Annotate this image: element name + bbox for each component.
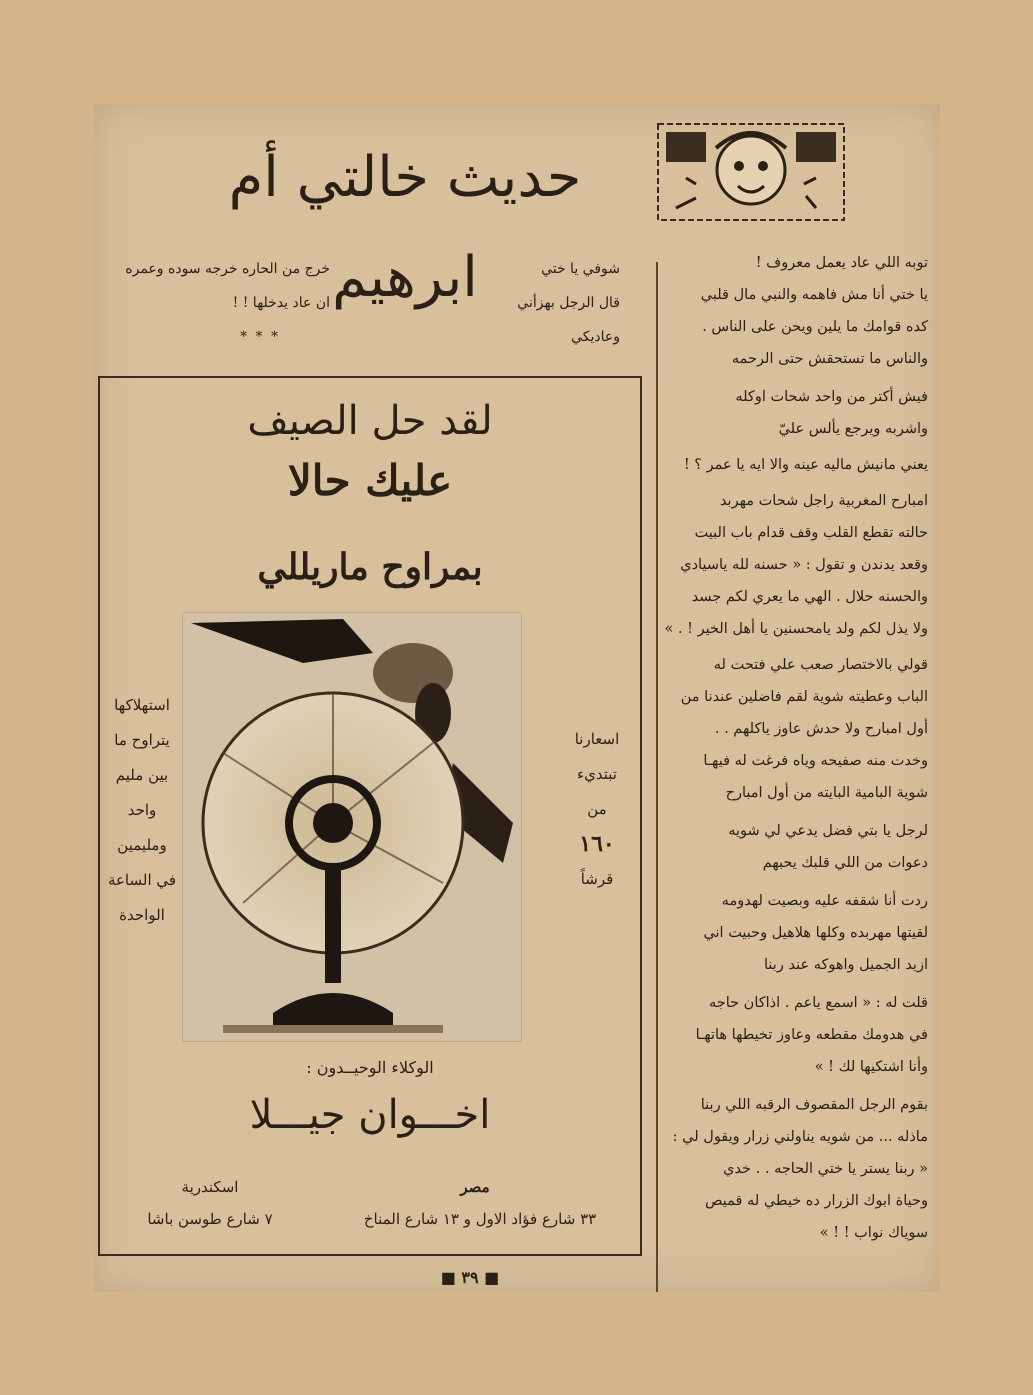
ad-note-line: ومليمين — [117, 836, 167, 854]
ad-note-line: يتراوح ما — [114, 731, 170, 749]
ad-headline: لقد حل الصيف — [247, 398, 493, 444]
poem-right-block — [500, 252, 620, 354]
article-line: يعني مانيش ماليه عينه والا ايه يا عمر ؟ ! — [683, 457, 928, 473]
ad-price-line: اسعارنا — [574, 730, 620, 748]
article-line: في هدومك مقطعه وعاوز تخيطها هاتهـا — [695, 1027, 928, 1043]
ad-price-value: ١٦٠ — [579, 831, 615, 857]
ad-alex-label: اسكندرية — [181, 1178, 239, 1196]
article-line: وحياة ابوك الزرار ده خيطي له قميص — [704, 1193, 928, 1209]
ad-subheadline: عليك حالا — [287, 456, 453, 505]
ad-brand: بمراوح ماريللي — [257, 546, 483, 588]
ad-note-line: في الساعة — [107, 871, 177, 889]
ad-price-line: من — [587, 800, 607, 818]
article-line: وقعد يدندن و تقول : « حسنه لله ياسيادي — [680, 557, 928, 573]
article-line: سوياك نواب ! ! » — [819, 1225, 928, 1241]
article-line: وخدت منه صفيحه وياه فرغت له فيهـا — [703, 753, 928, 769]
ad-price-line: قرشاً — [580, 870, 614, 888]
article-line: لرجل يا بتي فضل يدعي لي شويه — [728, 823, 928, 839]
column-logo-illustration — [656, 118, 846, 226]
poem-left-block — [110, 252, 330, 354]
article-line: والحسنه حلال . الهي ما يعري لكم جسد — [691, 589, 928, 605]
article-line: قلت له : « اسمع ياعم . اذاكان حاجه — [708, 995, 928, 1011]
ad-cairo-label: مصر — [460, 1178, 490, 1196]
ad-note-line: بين مليم — [115, 766, 169, 784]
article-line: والناس ما تستحقش حتى الرحمه — [731, 351, 928, 367]
ad-note-line: واحد — [127, 801, 157, 819]
ad-price-note — [562, 722, 632, 897]
fan-photo — [182, 612, 522, 1042]
section-stars: * * * — [240, 329, 280, 345]
article-line: « ربنا يستر يا ختي الحاجه . . خدي — [723, 1161, 928, 1177]
page-title: حديث خالتي أم ابرهيم — [228, 145, 582, 310]
article-line: لقيتها مهربده وكلها هلاهيل وحبيت اني — [703, 925, 928, 941]
page-number: ■ ٣٩ ■ — [440, 1268, 500, 1287]
ad-consumption-note — [104, 688, 180, 933]
article-line: امبارح المغربية راجل شحات مهربد — [719, 493, 928, 509]
poem-line: شوفي يا ختي — [541, 261, 620, 277]
article-line: وأنا اشتكيها لك ! » — [814, 1059, 928, 1075]
poem-line: قال الرجل بهزأني — [517, 295, 620, 311]
article-line: يا ختي أنا مش فاهمه والنبي مال قلبي — [700, 287, 928, 303]
article-line: ازيد الجميل واهوكه عند ربنا — [764, 957, 928, 973]
article-line: بقوم الرجل المقصوف الرقبه اللي ربنا — [700, 1097, 928, 1113]
ad-cairo-address: ٣٣ شارع فؤاد الاول و ١٣ شارع المناخ — [363, 1210, 597, 1228]
article-line: توبه اللي عاد يعمل معروف ! — [755, 255, 928, 271]
article-line: أول امبارح ولا حدش عاوز ياكلهم . . — [714, 721, 928, 737]
ad-note-line: استهلاكها — [114, 696, 170, 714]
column-divider — [656, 262, 658, 1292]
article-line: قولي بالاختصار صعب علي فتحت له — [713, 657, 928, 673]
ad-agents-name: اخـــوان جيـــلا — [249, 1092, 491, 1138]
ad-price-line: تبتديء — [577, 765, 617, 783]
poem-line: وعاديكي — [571, 329, 620, 345]
article-line: ولا يذل لكم ولد يامحسنين يا أهل الخير ! . » — [664, 621, 928, 637]
poem-line: ان عاد يدخلها ! ! — [232, 295, 330, 311]
ad-agents-label: الوكلاء الوحيــدون : — [306, 1058, 434, 1077]
article-line: ردت أنا شقفه عليه وبصيت لهدومه — [721, 893, 928, 909]
electric-fan-icon — [183, 613, 521, 1041]
article-line: الباب وعطيته شوية لقم فاضلين عندنا من — [680, 689, 928, 705]
article-column — [666, 255, 928, 1290]
article-line: شوية البامية البايته من أول امبارح — [725, 785, 928, 801]
article-line: واشربه ويرجع يألس عليّ — [778, 421, 928, 437]
article-line: دعوات من اللي قلبك يحبهم — [762, 855, 928, 871]
ad-note-line: الواحدة — [119, 906, 165, 924]
article-line: فيش أكتر من واحد شحات اوكله — [735, 389, 928, 405]
article-line: كده قوامك ما يلين ويحن على الناس . — [702, 319, 928, 335]
article-line: ماذله ... من شويه يناولني زرار ويقول لي : — [672, 1129, 928, 1145]
poem-line: خرج من الحاره خرجه سوده وعمره — [125, 261, 330, 277]
article-line: حالته تقطع القلب وقف قدام باب البيت — [694, 525, 928, 541]
ad-alex-address: ٧ شارع طوسن باشا — [147, 1210, 273, 1228]
